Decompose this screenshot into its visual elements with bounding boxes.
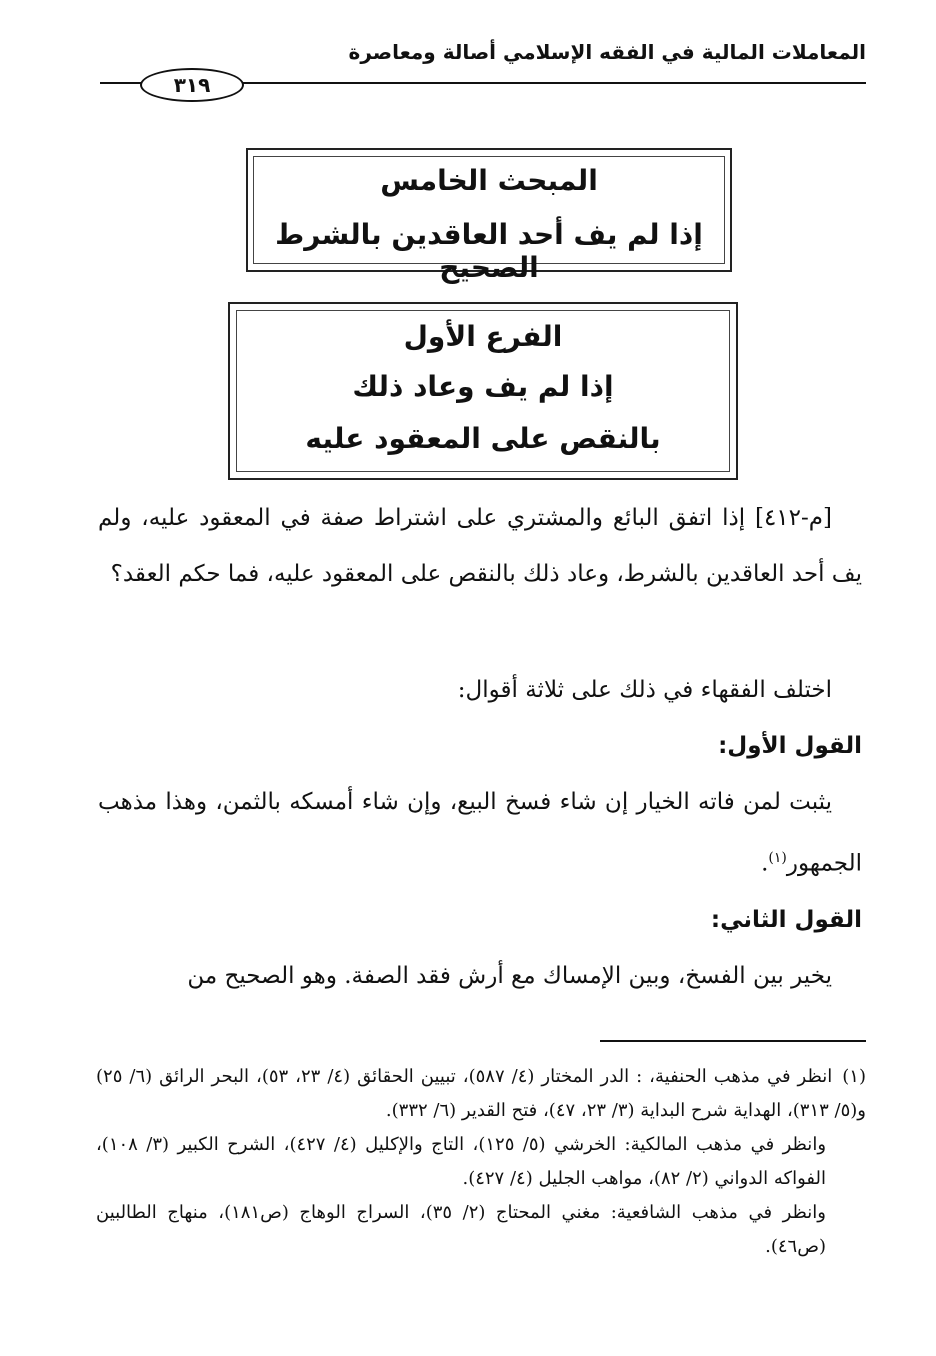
branch-subtitle-1: إذا لم يف وعاد ذلك xyxy=(352,370,614,403)
first-opinion-text xyxy=(98,774,862,892)
body-block xyxy=(98,662,862,1004)
page-number-oval: ٣١٩ xyxy=(140,68,244,102)
second-opinion-heading: القول الثاني: xyxy=(710,906,862,933)
first-opinion-heading: القول الأول: xyxy=(718,733,862,759)
body-paragraph-1 xyxy=(98,490,862,602)
section-subtitle: إذا لم يف أحد العاقدين بالشرط الصحيح xyxy=(275,218,703,284)
section-title-box xyxy=(246,148,732,284)
footnote-maliki: وانظر في مذهب المالكية: الخرشي (٥/ ١٢٥)، التاج والإكليل (٤/ ٤٢٧)، الشرح الكبير (٣/ ١٠٨)، الفواكه الدواني (٢/ ٨٢)، مواهب الجليل (٤/ ٤٢٧). xyxy=(96,1134,827,1189)
branch-title-box xyxy=(228,302,738,480)
first-opinion-body: يثبت لمن فاته الخيار إن شاء فسخ البيع، وإن شاء أمسكه بالثمن، وهذا مذهب الجمهور xyxy=(98,789,862,877)
footnote-shafii: وانظر في مذهب الشافعية: مغني المحتاج (٢/ ٣٥)، السراج الوهاج (ص١٨١)، منهاج الطالبين (ص٤٦). xyxy=(96,1202,826,1257)
branch-title: الفرع الأول xyxy=(403,320,563,353)
footnote-separator xyxy=(600,1040,866,1042)
footnotes xyxy=(96,1060,866,1264)
footnote-ref-1: (١) xyxy=(768,850,787,866)
paragraph-m412: [م-٤١٢] إذا اتفق البائع والمشتري على اشتراط صفة في المعقود عليه، ولم يف أحد العاقدين بالشرط، وعاد ذلك بالنقص على المعقود عليه، فما حكم العقد؟ xyxy=(98,505,862,587)
footnote-number: (١) xyxy=(842,1066,866,1087)
section-title: المبحث الخامس xyxy=(380,164,598,197)
branch-subtitle-2: بالنقص على المعقود عليه xyxy=(305,422,661,455)
footnote-hanafi: انظر في مذهب الحنفية، : الدر المختار (٤/ ٥٨٧)، تبيين الحقائق (٤/ ٢٣، ٥٣)، البحر الرائق (٦/ ٢٥) و(٥/ ٣١٣)، الهداية شرح البداية (٣/ ٢٣، ٤٧)، فتح القدير (٦/ ٣٣٢). xyxy=(96,1066,866,1121)
footnote-1 xyxy=(96,1060,866,1128)
running-header: المعاملات المالية في الفقه الإسلامي أصالة ومعاصرة xyxy=(348,40,866,64)
second-opinion-text: يخير بين الفسخ، وبين الإمساك مع أرش فقد الصفة. وهو الصحيح من xyxy=(187,962,832,989)
first-opinion-end: . xyxy=(761,850,769,877)
paragraph-disagreement: اختلف الفقهاء في ذلك على ثلاثة أقوال: xyxy=(457,677,832,703)
